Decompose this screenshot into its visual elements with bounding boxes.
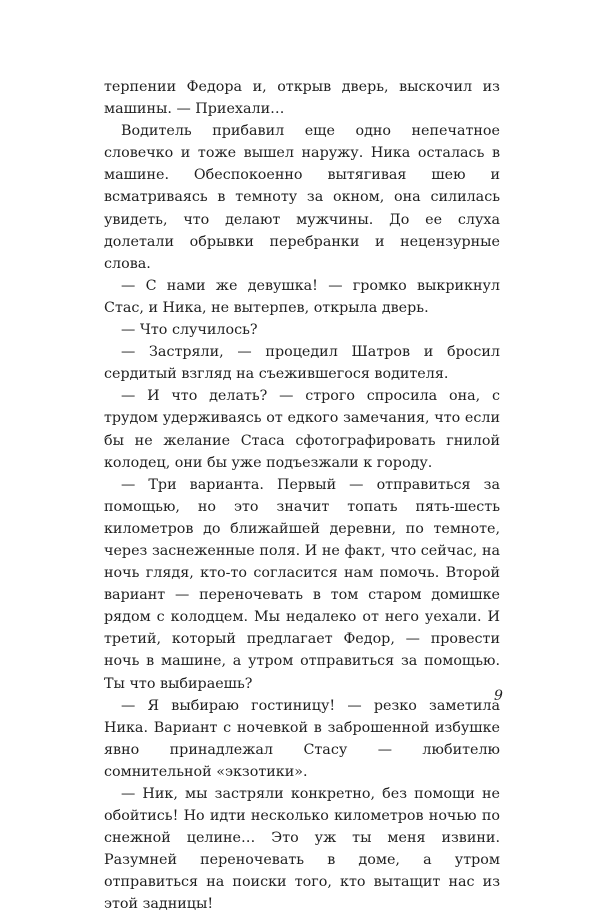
paragraph-1: терпении Федора и, открыв дверь, выскочил из машины. — Приехали… — [104, 79, 500, 118]
paragraph-3: — С нами же девушка! — громко выкрикнул Стас, и Ника, не вытерпев, открыла дверь. — [104, 277, 500, 316]
paragraph-9: — Ник, мы застряли конкретно, без помощи не обойтись! Но идти несколько километров ночью по снежной целине… Это уж ты меня извини. Разумней переночевать в доме, а утром отправиться на поиски того, кто вытащит нас из этой задницы! — [104, 786, 500, 913]
paragraph-5: — Застряли, — процедил Шатров и бросил сердитый взгляд на съежившегося водителя. — [104, 344, 500, 383]
paragraph-2: Водитель прибавил еще одно непечатное словечко и тоже вышел наружу. Ника осталась в машине. Обеспокоенно вытягивая шею и всматриваясь в темноту за окном, она силилась увидеть, что делают мужчины. До ее слуха долетали обрывки перебранки и нецензурные слова. — [104, 123, 500, 272]
page-text — [104, 76, 500, 916]
paragraph-4: — Что случилось? — [121, 322, 258, 339]
paragraph-7: — Три варианта. Первый — отправиться за помощью, но это значит топать пять-шесть километров до ближайшей деревни, по темноте, через заснеженные поля. И не факт, что сейчас, на ночь глядя, кто-то согласится нам помочь. Второй вариант — переночевать в том старом домишке рядом с колодцем. Мы недалеко от него уехали. И третий, который предлагает Федор, — провести ночь в машине, а утром отправиться за помощью. Ты что выбираешь? — [104, 476, 500, 692]
page-number: 9 — [494, 688, 503, 704]
paragraph-8: — Я выбираю гостиницу! — резко заметила Ника. Вариант с ночевкой в заброшенной избушке явно принадлежал Стасу — любителю сомнительной «экзотики». — [104, 697, 500, 780]
paragraph-6: — И что делать? — строго спросила она, с трудом удерживаясь от едкого замечания, что если бы не желание Стаса сфотографировать гнилой колодец, они бы уже подъезжали к городу. — [104, 388, 500, 471]
